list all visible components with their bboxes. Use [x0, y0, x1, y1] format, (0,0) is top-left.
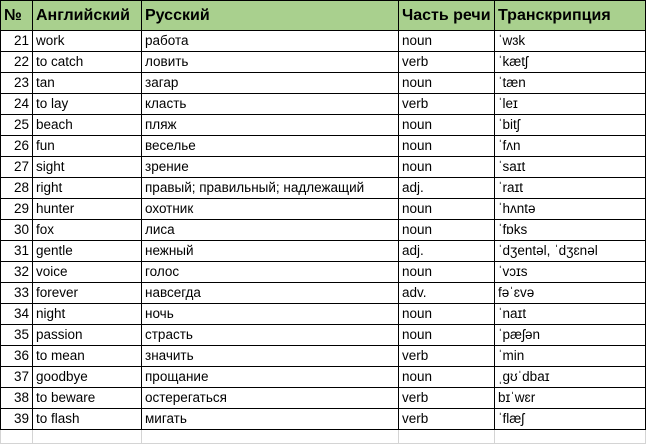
cell-english[interactable]: to lay — [33, 94, 142, 115]
cell-num[interactable]: 21 — [1, 31, 33, 52]
cell-transcription[interactable]: ˈfʌn — [495, 136, 646, 157]
empty-cell[interactable] — [33, 430, 142, 444]
cell-english[interactable]: tan — [33, 73, 142, 94]
cell-russian[interactable]: правый; правильный; надлежащий — [142, 178, 399, 199]
table-row — [1, 52, 646, 73]
cell-part-of-speech[interactable]: noun — [399, 220, 495, 241]
cell-num[interactable]: 30 — [1, 220, 33, 241]
cell-part-of-speech[interactable]: noun — [399, 262, 495, 283]
cell-transcription[interactable]: ˈvɔɪs — [495, 262, 646, 283]
cell-num[interactable]: 31 — [1, 241, 33, 262]
cell-english[interactable]: to catch — [33, 52, 142, 73]
cell-russian[interactable]: ловить — [142, 52, 399, 73]
header-num[interactable]: № — [1, 1, 33, 31]
cell-transcription[interactable]: ˈsaɪt — [495, 157, 646, 178]
table-row — [1, 304, 646, 325]
cell-num[interactable]: 28 — [1, 178, 33, 199]
cell-part-of-speech[interactable]: noun — [399, 157, 495, 178]
cell-russian[interactable]: голос — [142, 262, 399, 283]
header-row — [1, 1, 646, 31]
cell-part-of-speech[interactable]: noun — [399, 136, 495, 157]
cell-english[interactable]: sight — [33, 157, 142, 178]
table-row — [1, 409, 646, 430]
cell-russian[interactable]: страсть — [142, 325, 399, 346]
cell-part-of-speech[interactable]: adv. — [399, 283, 495, 304]
table-body — [1, 31, 646, 444]
cell-num[interactable]: 33 — [1, 283, 33, 304]
cell-russian[interactable]: прощание — [142, 367, 399, 388]
table-row — [1, 199, 646, 220]
cell-russian[interactable]: лиса — [142, 220, 399, 241]
cell-num[interactable]: 25 — [1, 115, 33, 136]
table-row — [1, 367, 646, 388]
cell-num[interactable]: 24 — [1, 94, 33, 115]
table-row — [1, 31, 646, 52]
table-row — [1, 178, 646, 199]
table-row — [1, 136, 646, 157]
empty-cell[interactable] — [142, 430, 399, 444]
cell-transcription[interactable]: ˈwɜk — [495, 31, 646, 52]
cell-part-of-speech[interactable]: noun — [399, 31, 495, 52]
header-transcription[interactable]: Транскрипция — [495, 1, 646, 31]
cell-transcription[interactable]: ˈpæʃən — [495, 325, 646, 346]
table-row — [1, 220, 646, 241]
cell-english[interactable]: fun — [33, 136, 142, 157]
cell-russian[interactable]: остерегаться — [142, 388, 399, 409]
cell-russian[interactable]: веселье — [142, 136, 399, 157]
cell-russian[interactable]: работа — [142, 31, 399, 52]
header-russian[interactable]: Русский — [142, 1, 399, 31]
empty-row — [1, 430, 646, 444]
cell-part-of-speech[interactable]: noun — [399, 304, 495, 325]
table-row — [1, 94, 646, 115]
cell-part-of-speech[interactable]: noun — [399, 199, 495, 220]
cell-transcription[interactable]: ˈtæn — [495, 73, 646, 94]
cell-russian[interactable]: навсегда — [142, 283, 399, 304]
cell-russian[interactable]: пляж — [142, 115, 399, 136]
header-part-of-speech[interactable]: Часть речи — [399, 1, 495, 31]
cell-part-of-speech[interactable]: verb — [399, 52, 495, 73]
table-row — [1, 346, 646, 367]
cell-english[interactable]: goodbye — [33, 367, 142, 388]
cell-part-of-speech[interactable]: noun — [399, 115, 495, 136]
cell-english[interactable]: fox — [33, 220, 142, 241]
cell-num[interactable]: 36 — [1, 346, 33, 367]
empty-cell[interactable] — [1, 430, 33, 444]
table-row — [1, 241, 646, 262]
cell-num[interactable]: 27 — [1, 157, 33, 178]
cell-num[interactable]: 38 — [1, 388, 33, 409]
table-row — [1, 388, 646, 409]
cell-part-of-speech[interactable]: verb — [399, 409, 495, 430]
header-english[interactable]: Английский — [33, 1, 142, 31]
cell-num[interactable]: 22 — [1, 52, 33, 73]
cell-num[interactable]: 35 — [1, 325, 33, 346]
cell-num[interactable]: 37 — [1, 367, 33, 388]
cell-english[interactable]: work — [33, 31, 142, 52]
cell-part-of-speech[interactable]: verb — [399, 94, 495, 115]
cell-english[interactable]: hunter — [33, 199, 142, 220]
cell-english[interactable]: to mean — [33, 346, 142, 367]
cell-transcription[interactable]: ˈflæʃ — [495, 409, 646, 430]
cell-num[interactable]: 23 — [1, 73, 33, 94]
cell-part-of-speech[interactable]: verb — [399, 388, 495, 409]
cell-english[interactable]: to flash — [33, 409, 142, 430]
cell-russian[interactable]: ночь — [142, 304, 399, 325]
cell-num[interactable]: 26 — [1, 136, 33, 157]
cell-english[interactable]: gentle — [33, 241, 142, 262]
cell-russian[interactable]: мигать — [142, 409, 399, 430]
cell-part-of-speech[interactable]: verb — [399, 346, 495, 367]
cell-english[interactable]: forever — [33, 283, 142, 304]
cell-russian[interactable]: нежный — [142, 241, 399, 262]
table-row — [1, 283, 646, 304]
empty-cell[interactable] — [495, 430, 646, 444]
cell-part-of-speech[interactable]: noun — [399, 73, 495, 94]
cell-transcription[interactable]: ˈkætʃ — [495, 52, 646, 73]
cell-russian[interactable]: значить — [142, 346, 399, 367]
cell-transcription[interactable]: ˈbitʃ — [495, 115, 646, 136]
cell-english[interactable]: right — [33, 178, 142, 199]
cell-transcription[interactable]: ˈfɒks — [495, 220, 646, 241]
cell-russian[interactable]: класть — [142, 94, 399, 115]
table-row — [1, 325, 646, 346]
empty-cell[interactable] — [399, 430, 495, 444]
cell-transcription[interactable]: ˌɡʊˈdbaɪ — [495, 367, 646, 388]
cell-transcription[interactable]: ˈhʌntə — [495, 199, 646, 220]
table-row — [1, 73, 646, 94]
cell-transcription[interactable]: ˈdʒentəl, ˈdʒɛnəl — [495, 241, 646, 262]
cell-russian[interactable]: загар — [142, 73, 399, 94]
cell-transcription[interactable]: fəˈɛvə — [495, 283, 646, 304]
table-row — [1, 157, 646, 178]
cell-transcription[interactable]: ˈmin — [495, 346, 646, 367]
cell-num[interactable]: 39 — [1, 409, 33, 430]
cell-english[interactable]: to beware — [33, 388, 142, 409]
cell-english[interactable]: beach — [33, 115, 142, 136]
cell-num[interactable]: 29 — [1, 199, 33, 220]
cell-english[interactable]: voice — [33, 262, 142, 283]
cell-transcription[interactable]: bɪˈwɛr — [495, 388, 646, 409]
cell-english[interactable]: night — [33, 304, 142, 325]
cell-part-of-speech[interactable]: noun — [399, 367, 495, 388]
table-row — [1, 115, 646, 136]
cell-english[interactable]: passion — [33, 325, 142, 346]
cell-transcription[interactable]: ˈleɪ — [495, 94, 646, 115]
cell-part-of-speech[interactable]: noun — [399, 325, 495, 346]
cell-part-of-speech[interactable]: adj. — [399, 178, 495, 199]
cell-transcription[interactable]: ˈraɪt — [495, 178, 646, 199]
table-row — [1, 262, 646, 283]
cell-russian[interactable]: охотник — [142, 199, 399, 220]
cell-russian[interactable]: зрение — [142, 157, 399, 178]
cell-num[interactable]: 32 — [1, 262, 33, 283]
cell-transcription[interactable]: ˈnaɪt — [495, 304, 646, 325]
cell-part-of-speech[interactable]: adj. — [399, 241, 495, 262]
cell-num[interactable]: 34 — [1, 304, 33, 325]
